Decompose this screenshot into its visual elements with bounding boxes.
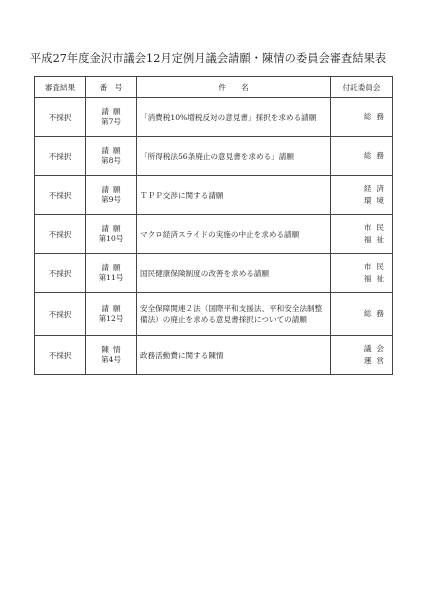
cell-result: 不採択 [35, 176, 86, 215]
cell-number [86, 293, 137, 336]
committee-name: 総務 [363, 112, 389, 121]
cell-committee [331, 336, 393, 375]
cell-subject: 国民健康保険制度の改善を求める請願 [137, 254, 331, 293]
cell-number [86, 215, 137, 254]
committee-name: 福祉 [363, 235, 389, 244]
cell-number [86, 254, 137, 293]
petition-kind: 請願 [101, 263, 125, 272]
header-number: 番 号 [86, 77, 137, 98]
table-row [35, 176, 393, 215]
cell-subject: 「消費税10%増税反対の意見書」採択を求める請願 [137, 98, 331, 137]
document-title: 平成27年度金沢市議会12月定例月議会請願・陳情の委員会審査結果表 [30, 52, 387, 65]
cell-subject: マクロ経済スライドの実施の中止を求める請願 [137, 215, 331, 254]
results-table [34, 76, 393, 375]
header-result: 審査結果 [35, 77, 86, 98]
cell-committee [331, 98, 393, 137]
petition-no: 第4号 [100, 355, 122, 364]
committee-name: 議会 [363, 344, 389, 353]
cell-result: 不採択 [35, 336, 86, 375]
cell-number [86, 137, 137, 176]
table-header-row [35, 77, 393, 98]
committee-name: 運営 [363, 356, 389, 365]
cell-subject: 安全保障関連２法（国際平和支援法、平和安全法制整備法）の廃止を求める意見書採択についての請願 [137, 293, 331, 336]
petition-no: 第12号 [98, 314, 124, 323]
petition-no: 第7号 [100, 117, 122, 126]
petition-no: 第9号 [100, 195, 122, 204]
cell-committee [331, 215, 393, 254]
table-row [35, 254, 393, 293]
petition-kind: 請願 [101, 304, 125, 313]
cell-subject: ＴＰＰ交渉に関する請願 [137, 176, 331, 215]
committee-name: 総務 [363, 151, 389, 160]
cell-result: 不採択 [35, 254, 86, 293]
committee-name: 環境 [363, 196, 389, 205]
committee-name: 市民 [363, 223, 389, 232]
cell-committee [331, 293, 393, 336]
cell-result: 不採択 [35, 215, 86, 254]
cell-result: 不採択 [35, 98, 86, 137]
cell-number [86, 98, 137, 137]
petition-no: 第10号 [98, 234, 124, 243]
committee-name: 総務 [363, 309, 389, 318]
petition-no: 第8号 [100, 156, 122, 165]
cell-subject: 「所得税法56条廃止の意見書を求める」請願 [137, 137, 331, 176]
table-row [35, 137, 393, 176]
header-subject: 件 名 [137, 77, 331, 98]
petition-kind: 請願 [101, 185, 125, 194]
header-committee: 付託委員会 [331, 77, 393, 98]
cell-committee [331, 137, 393, 176]
cell-number [86, 336, 137, 375]
cell-number [86, 176, 137, 215]
petition-kind: 請願 [101, 107, 125, 116]
petition-kind: 陳情 [101, 345, 125, 354]
cell-committee [331, 254, 393, 293]
petition-no: 第11号 [98, 273, 124, 282]
committee-name: 市民 [363, 262, 389, 271]
cell-committee [331, 176, 393, 215]
committee-name: 福祉 [363, 274, 389, 283]
table-row [35, 215, 393, 254]
committee-name: 経済 [363, 184, 389, 193]
cell-result: 不採択 [35, 293, 86, 336]
table-row [35, 293, 393, 336]
cell-subject: 政務活動費に関する陳情 [137, 336, 331, 375]
table-row [35, 336, 393, 375]
table-row [35, 98, 393, 137]
petition-kind: 請願 [101, 224, 125, 233]
petition-kind: 請願 [101, 146, 125, 155]
cell-result: 不採択 [35, 137, 86, 176]
